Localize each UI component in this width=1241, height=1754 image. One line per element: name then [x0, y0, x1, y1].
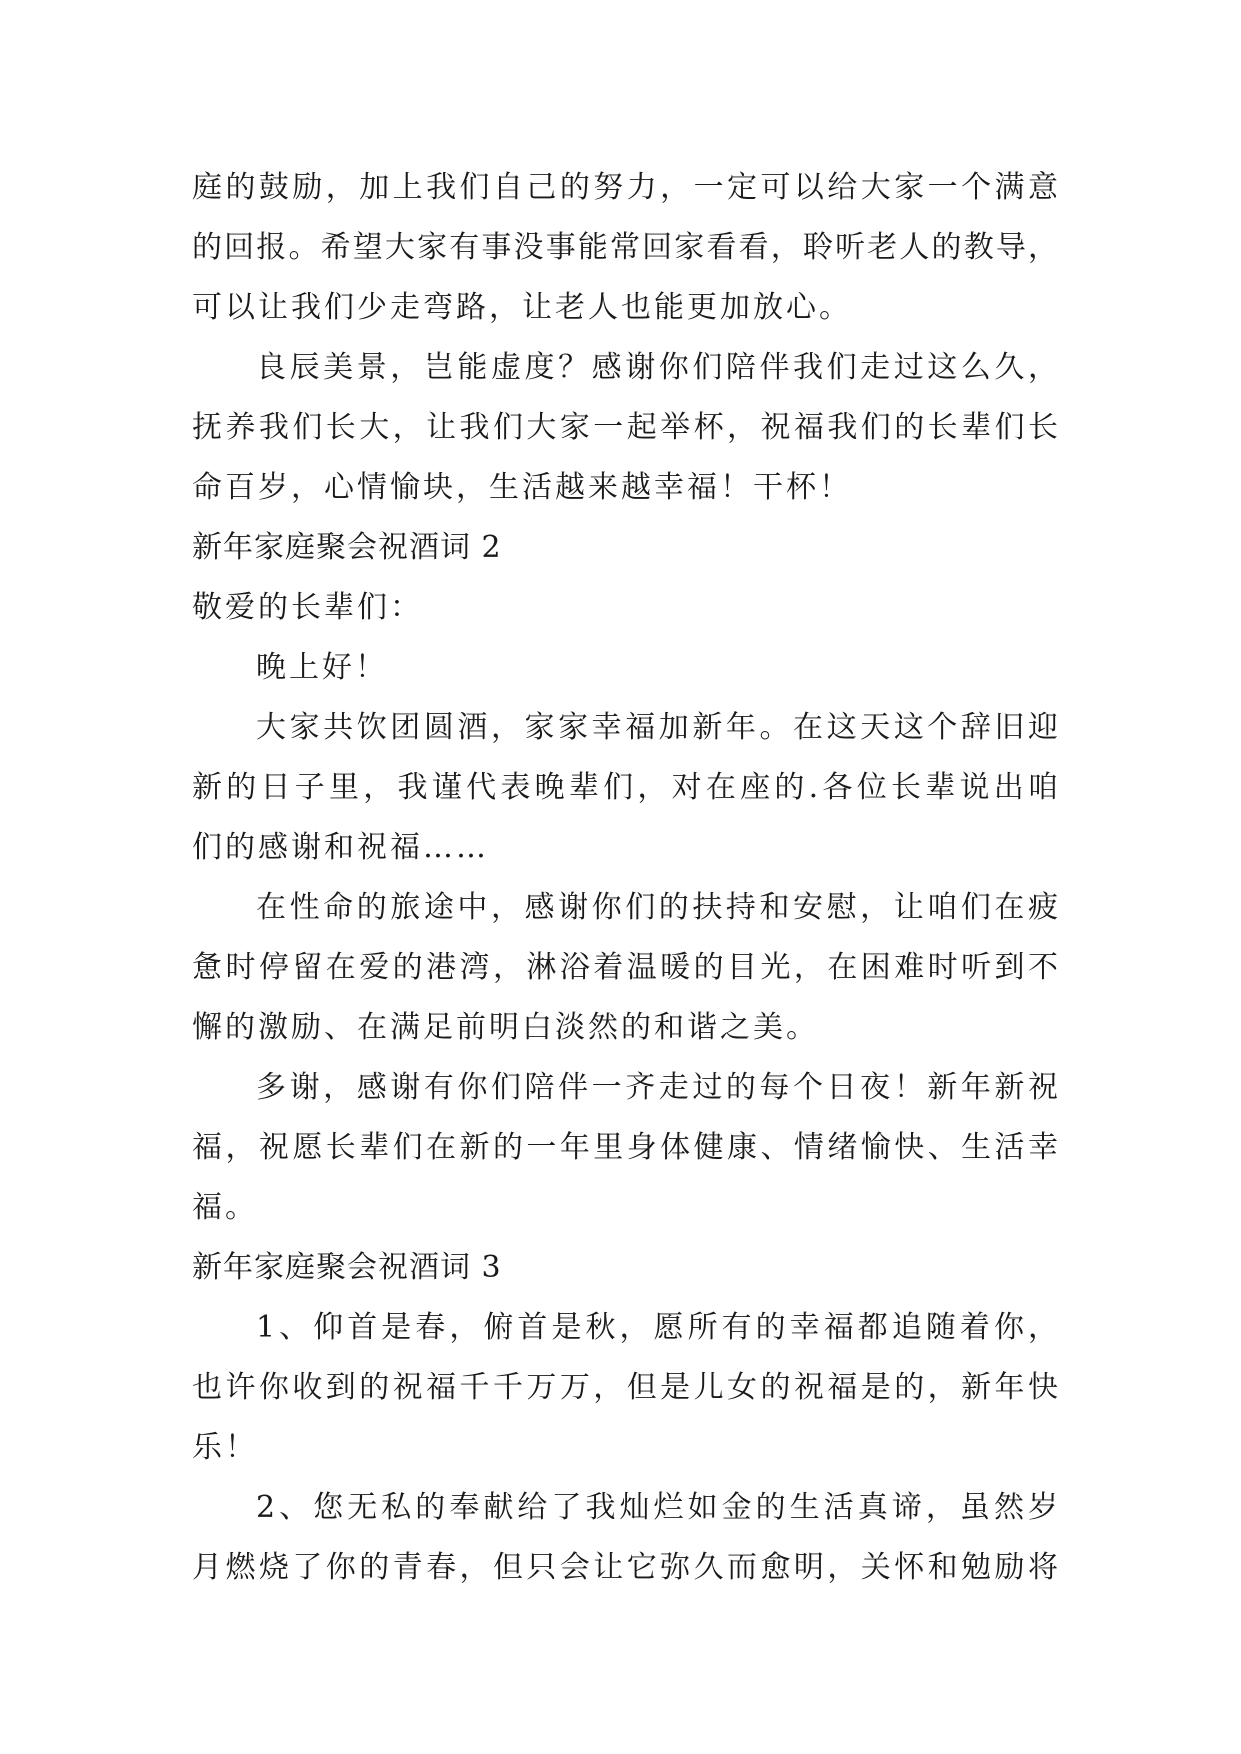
text-line: 2、您无私的奉献给了我灿烂如金的生活真谛，虽然岁 — [256, 1490, 1058, 1525]
text-line: 新的日子里，我谨代表晚辈们，对在座的.各位长辈说出咱 — [192, 770, 1058, 805]
section-heading: 新年家庭聚会祝酒词 2 — [192, 530, 502, 565]
text-line: 良辰美景，岂能虚度？感谢你们陪伴我们走过这么久， — [256, 350, 1058, 385]
text-line: 也许你收到的祝福千千万万，但是儿女的祝福是的，新年快 — [192, 1370, 1058, 1405]
text-line: 命百岁，心情愉块，生活越来越幸福！干杯！ — [192, 470, 852, 505]
text-line: 月燃烧了你的青春，但只会让它弥久而愈明，关怀和勉励将 — [192, 1550, 1058, 1585]
text-line: 福。 — [192, 1190, 258, 1225]
text-line: 们的感谢和祝福…… — [192, 830, 489, 865]
text-line: 晚上好！ — [256, 650, 388, 685]
text-line: 1、仰首是春，俯首是秋，愿所有的幸福都追随着你， — [256, 1310, 1058, 1345]
text-line: 在性命的旅途中，感谢你们的扶持和安慰，让咱们在疲 — [256, 890, 1058, 925]
text-line: 懈的激励、在满足前明白淡然的和谐之美。 — [192, 1010, 819, 1045]
text-line: 多谢，感谢有你们陪伴一齐走过的每个日夜！新年新祝 — [256, 1070, 1058, 1105]
section-heading: 新年家庭聚会祝酒词 3 — [192, 1250, 502, 1285]
text-line: 抚养我们长大，让我们大家一起举杯，祝福我们的长辈们长 — [192, 410, 1058, 445]
document-body — [192, 158, 1058, 1598]
text-line: 乐！ — [192, 1430, 258, 1465]
text-line: 庭的鼓励，加上我们自己的努力，一定可以给大家一个满意 — [192, 170, 1058, 205]
text-line: 可以让我们少走弯路，让老人也能更加放心。 — [192, 290, 852, 325]
text-line: 福，祝愿长辈们在新的一年里身体健康、情绪愉快、生活幸 — [192, 1130, 1058, 1165]
text-line: 的回报。希望大家有事没事能常回家看看，聆听老人的教导， — [192, 230, 1058, 265]
text-line: 大家共饮团圆酒，家家幸福加新年。在这天这个辞旧迎 — [256, 710, 1058, 745]
text-line: 敬爱的长辈们： — [192, 590, 423, 625]
text-line: 惫时停留在爱的港湾，淋浴着温暖的目光，在困难时听到不 — [192, 950, 1058, 985]
